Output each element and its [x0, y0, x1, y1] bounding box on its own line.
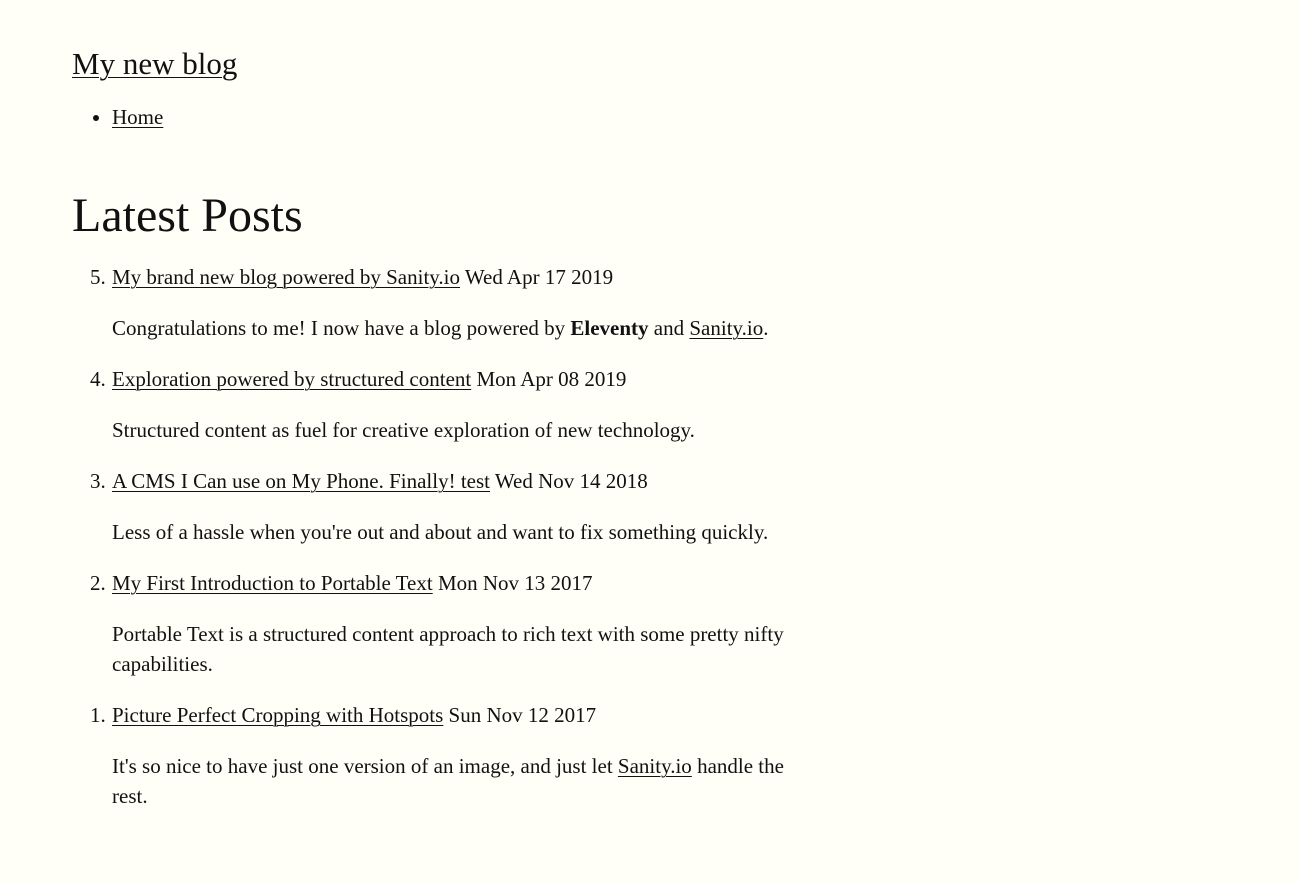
- excerpt-text: It's so nice to have just one version of an image, and just let: [112, 754, 618, 778]
- post-header: [90, 568, 812, 598]
- post-item: [90, 466, 812, 547]
- post-title-link[interactable]: Picture Perfect Cropping with Hotspots: [112, 703, 444, 727]
- post-title-link[interactable]: My First Introduction to Portable Text: [112, 571, 433, 595]
- post-item: [90, 262, 812, 343]
- excerpt-link-sanity[interactable]: Sanity.io: [689, 316, 764, 340]
- post-excerpt: [112, 751, 812, 811]
- post-excerpt: Less of a hassle when you're out and about and want to fix something quickly.: [112, 520, 769, 544]
- post-number: 5.: [90, 265, 106, 289]
- nav-link-home[interactable]: Home: [112, 105, 164, 129]
- post-item: [90, 568, 812, 679]
- post-number: 2.: [90, 571, 106, 595]
- post-header: [90, 364, 812, 394]
- post-number: 3.: [90, 469, 106, 493]
- latest-posts-heading: Latest Posts: [72, 189, 303, 242]
- post-excerpt: [112, 313, 812, 343]
- post-number: 1.: [90, 703, 106, 727]
- excerpt-link-sanity[interactable]: Sanity.io: [617, 754, 692, 778]
- post-list: [72, 262, 812, 832]
- post-excerpt: Portable Text is a structured content approach to rich text with some pretty nifty capabilities.: [112, 622, 784, 676]
- post-title-link[interactable]: My brand new blog powered by Sanity.io: [112, 265, 460, 289]
- post-excerpt: Structured content as fuel for creative exploration of new technology.: [112, 418, 695, 442]
- nav-item-home: [112, 102, 163, 132]
- site-title: [72, 44, 237, 84]
- post-number: 4.: [90, 367, 106, 391]
- post-header: [90, 466, 812, 496]
- post-header: [90, 262, 812, 292]
- excerpt-bold: Eleventy: [570, 316, 649, 340]
- post-date: Mon Apr 08 2019: [476, 367, 627, 391]
- post-date: Sun Nov 12 2017: [448, 703, 597, 727]
- post-item: [90, 700, 812, 811]
- excerpt-text: handle the rest.: [112, 754, 784, 808]
- post-item: [90, 364, 812, 445]
- post-header: [90, 700, 812, 730]
- excerpt-text: Congratulations to me! I now have a blog powered by: [112, 316, 571, 340]
- excerpt-text: .: [763, 316, 769, 340]
- site-title-link[interactable]: My new blog: [72, 46, 238, 81]
- main-nav: [72, 102, 163, 132]
- post-date: Wed Apr 17 2019: [464, 265, 614, 289]
- post-title-link[interactable]: A CMS I Can use on My Phone. Finally! test: [112, 469, 491, 493]
- excerpt-text: and: [648, 316, 690, 340]
- post-title-link[interactable]: Exploration powered by structured content: [112, 367, 472, 391]
- post-date: Wed Nov 14 2018: [494, 469, 648, 493]
- post-date: Mon Nov 13 2017: [437, 571, 593, 595]
